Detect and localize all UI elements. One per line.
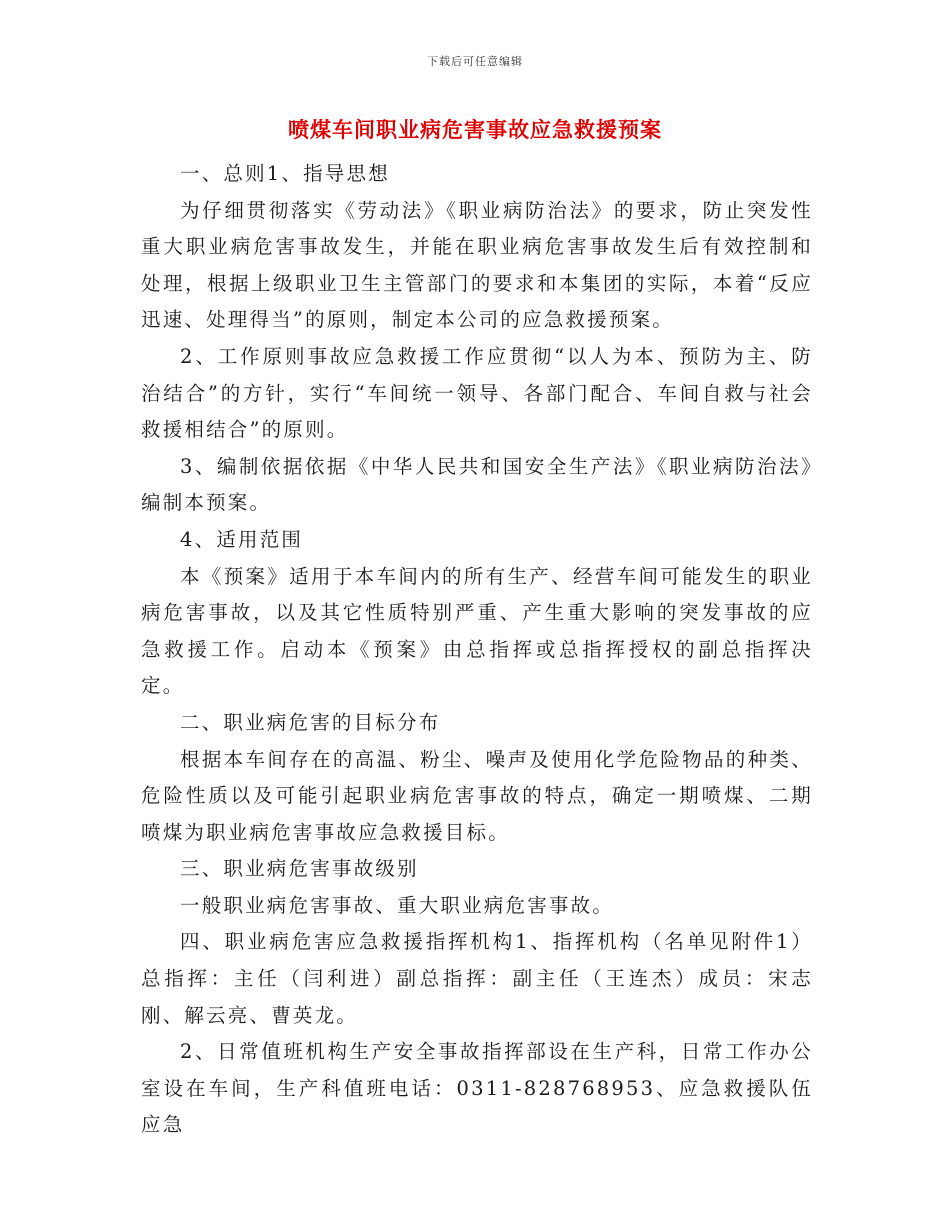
section-general-guiding-idea: 一、总则1、指导思想 bbox=[180, 162, 390, 185]
heading-accident-level: 三、职业病危害事故级别 bbox=[180, 857, 419, 881]
paragraph-scope: 本《预案》适用于本车间内的所有生产、经营车间可能发生的职业病危害事故，以及其它性质特别严重、产生重大影响的突发事故的应急救援工作。启动本《预案》由总指挥或总指挥授权的副总指挥决定。 bbox=[141, 564, 813, 698]
paragraph-accident-level: 一般职业病危害事故、重大职业病危害事故。 bbox=[180, 893, 615, 917]
paragraph-basis: 3、编制依据依据《中华人民共和国安全生产法》《职业病防治法》编制本预案。 bbox=[141, 454, 813, 515]
paragraph-work-principle: 2、工作原则事故应急救援工作应贯彻“以人为本、预防为主、防治结合”的方针，实行“车间统一领导、各部门配合、车间自救与社会救援相结合”的原则。 bbox=[141, 344, 813, 442]
heading-scope: 4、适用范围 bbox=[180, 527, 304, 551]
header-note: 下载后可任意编辑 bbox=[427, 55, 523, 68]
paragraph-purpose: 为仔细贯彻落实《劳动法》《职业病防治法》的要求，防止突发性重大职业病危害事故发生，并能在职业病危害事故发生后有效控制和处理，根据上级职业卫生主管部门的要求和本集团的实际，本着“反应迅速、处理得当”的原则，制定本公司的应急救援预案。 bbox=[141, 198, 813, 332]
heading-target-distribution: 二、职业病危害的目标分布 bbox=[180, 710, 441, 734]
paragraph-target-distribution: 根据本车间存在的高温、粉尘、噪声及使用化学危险物品的种类、危险性质以及可能引起职业病危害事故的特点，确定一期喷煤、二期喷煤为职业病危害事故应急救援目标。 bbox=[141, 747, 813, 844]
paragraph-command-structure: 四、职业病危害应急救援指挥机构1、指挥机构（名单见附件1）总指挥：主任（闫利进）副总指挥：副主任（王连杰）成员：宋志刚、解云亮、曹英龙。 bbox=[141, 930, 813, 1027]
document-title: 喷煤车间职业病危害事故应急救援预案 bbox=[288, 117, 662, 142]
paragraph-duty-office: 2、日常值班机构生产安全事故指挥部设在生产科，日常工作办公室设在车间，生产科值班电话：0311-828768953、应急救援队伍应急 bbox=[141, 1040, 813, 1137]
document-body bbox=[141, 156, 813, 1144]
